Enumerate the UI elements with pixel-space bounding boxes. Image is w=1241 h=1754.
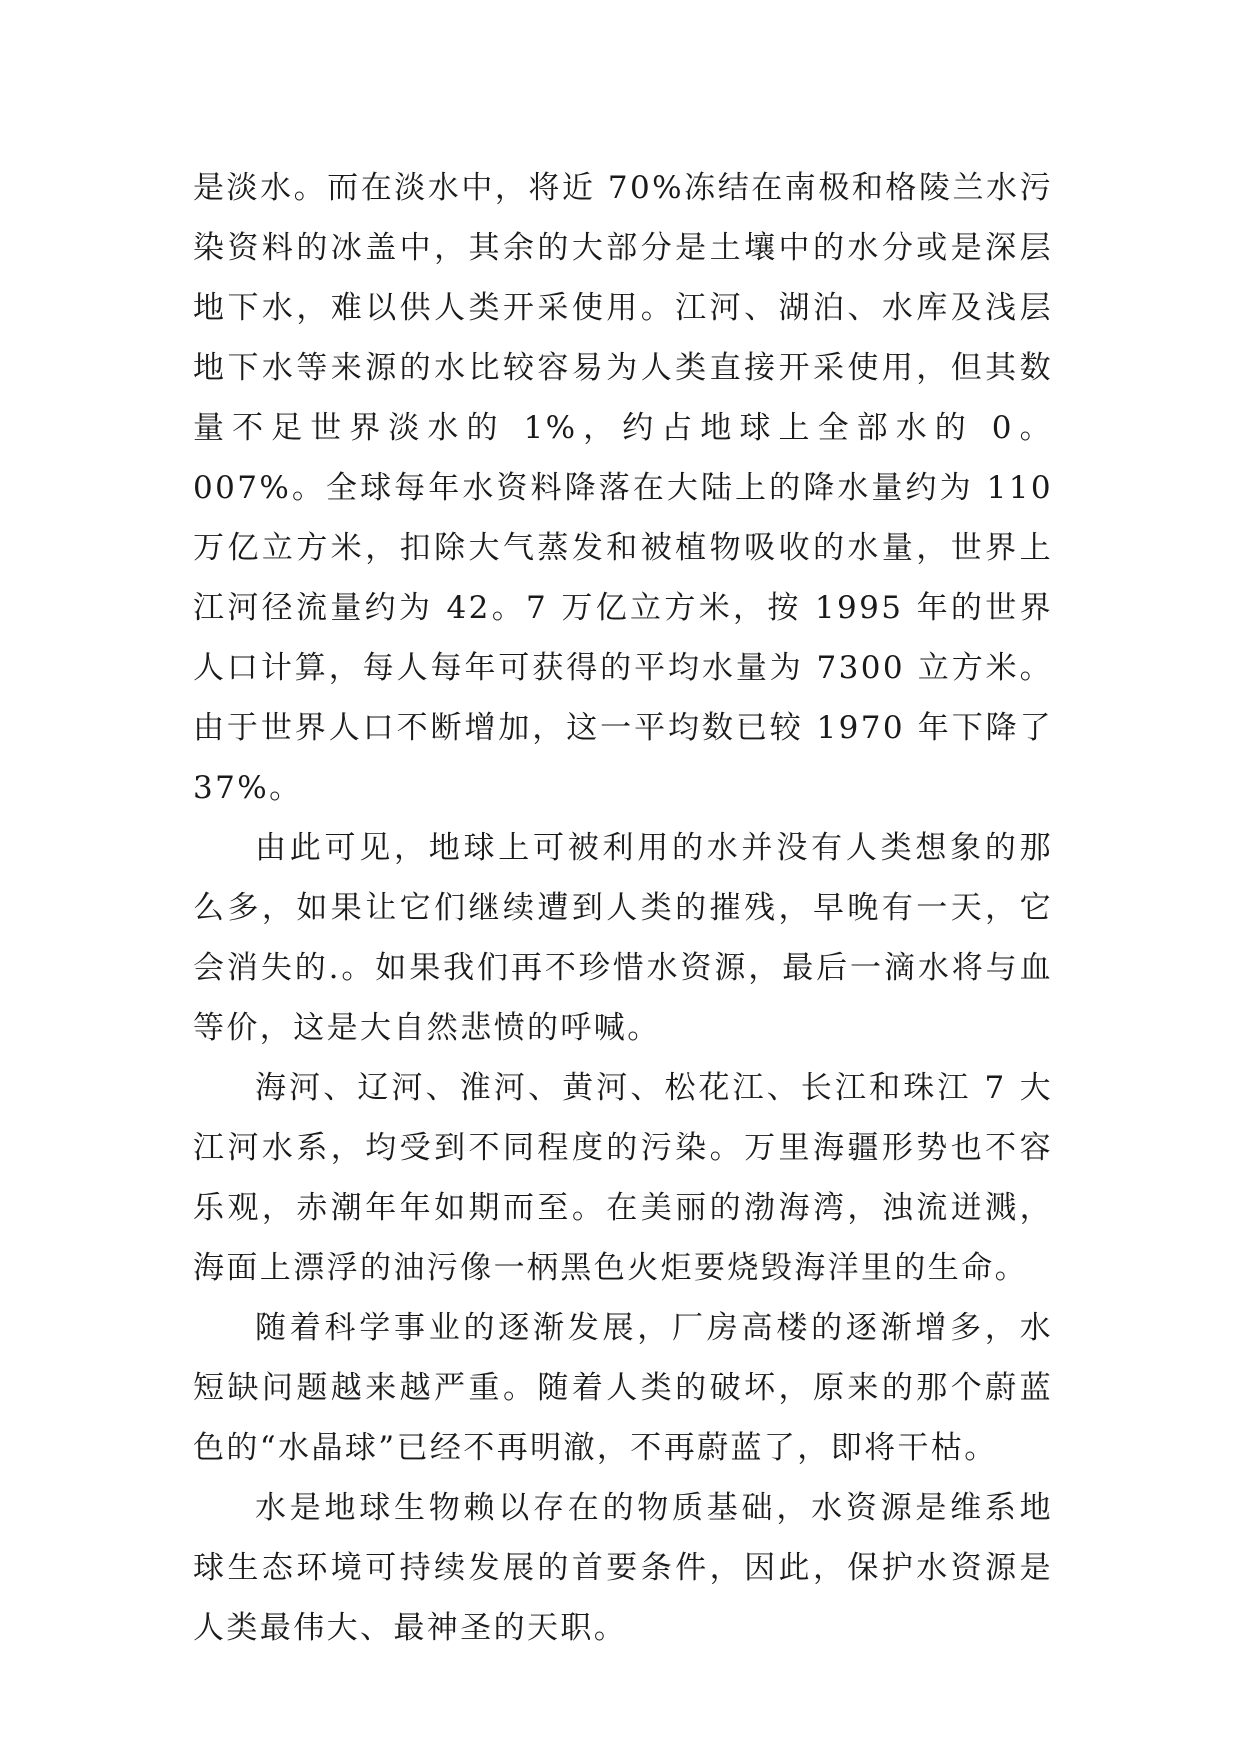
paragraph-2: 由此可见，地球上可被利用的水并没有人类想象的那么多，如果让它们继续遭到人类的摧残，早晚有一天，它会消失的.。如果我们再不珍惜水资源，最后一滴水将与血等价，这是大自然悲愤的呼喊。 bbox=[193, 830, 1053, 1046]
paragraph-continued: 是淡水。而在淡水中，将近 70%冻结在南极和格陵兰水污染资料的冰盖中，其余的大部分是土壤中的水分或是深层地下水，难以供人类开采使用。江河、湖泊、水库及浅层地下水等来源的水比较容易为人类直接开采使用，但其数量不足世界淡水的 1%，约占地球上全部水的 0。007%。全球每年水资料降落在大陆上的降水量约为 110 万亿立方米，扣除大气蒸发和被植物吸收的水量，世界上江河径流量约为 42。7 万亿立方米，按 1995 年的世界人口计算，每人每年可获得的平均水量为 7300 立方米。由于世界人口不断增加，这一平均数已较 1970 年下降了 37%。 bbox=[193, 170, 1053, 806]
paragraph-4: 随着科学事业的逐渐发展，厂房高楼的逐渐增多，水短缺问题越来越严重。随着人类的破坏，原来的那个蔚蓝色的“水晶球”已经不再明澈，不再蔚蓝了，即将干枯。 bbox=[193, 1310, 1053, 1466]
paragraph-5: 水是地球生物赖以存在的物质基础，水资源是维系地球生态环境可持续发展的首要条件，因此，保护水资源是人类最伟大、最神圣的天职。 bbox=[193, 1490, 1053, 1646]
paragraph-3: 海河、辽河、淮河、黄河、松花江、长江和珠江 7 大江河水系，均受到不同程度的污染。万里海疆形势也不容乐观，赤潮年年如期而至。在美丽的渤海湾，浊流迸溅，海面上漂浮的油污像一柄黑色火炬要烧毁海洋里的生命。 bbox=[193, 1070, 1053, 1286]
document-page bbox=[193, 158, 1053, 1658]
